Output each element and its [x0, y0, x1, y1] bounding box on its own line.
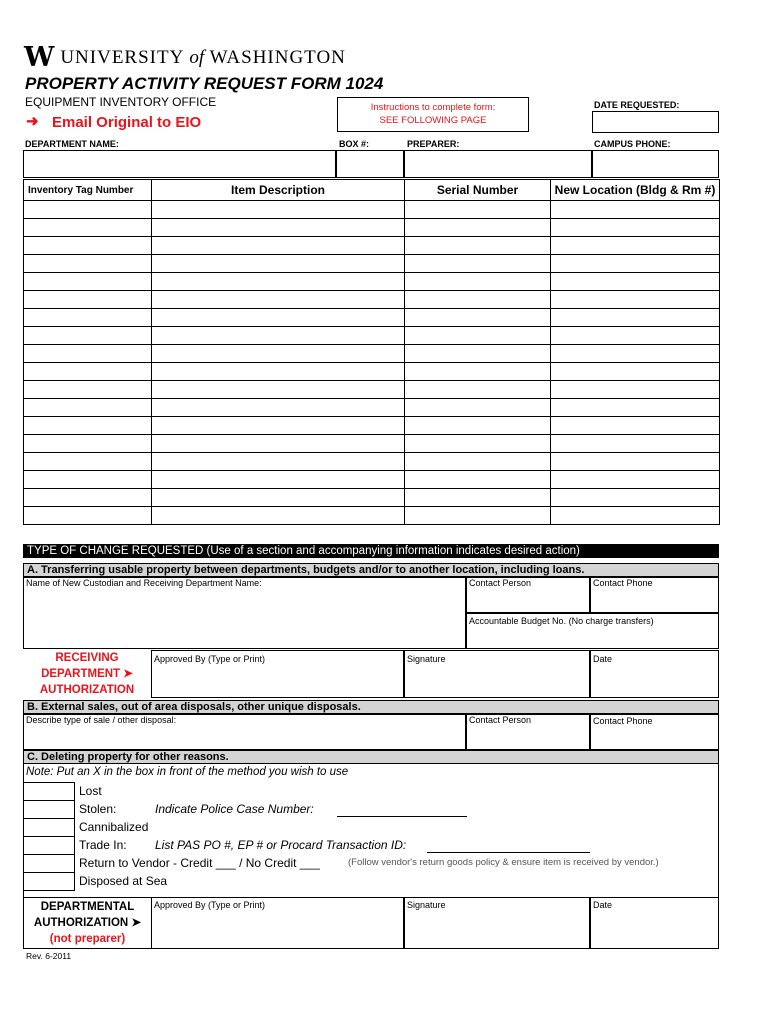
table-cell-description[interactable] [152, 399, 405, 417]
approved-by-field-c[interactable] [151, 897, 404, 949]
table-cell-tag[interactable] [24, 237, 152, 255]
table-cell-serial[interactable] [405, 435, 551, 453]
table-cell-tag[interactable] [24, 381, 152, 399]
option-disposed-at-sea: Disposed at Sea [79, 874, 168, 888]
table-cell-tag[interactable] [24, 345, 152, 363]
department-name-field[interactable] [23, 150, 336, 178]
option-stolen: Stolen: [79, 802, 117, 816]
table-cell-location[interactable] [551, 399, 720, 417]
table-row [24, 309, 720, 327]
table-cell-location[interactable] [551, 201, 720, 219]
date-field-a[interactable] [590, 650, 719, 698]
date-field-c[interactable] [590, 897, 719, 949]
table-row [24, 471, 720, 489]
table-cell-description[interactable] [152, 237, 405, 255]
uw-logo-letter: W [24, 42, 53, 73]
table-cell-location[interactable] [551, 363, 720, 381]
table-row [24, 381, 720, 399]
table-cell-location[interactable] [551, 381, 720, 399]
table-cell-tag[interactable] [24, 417, 152, 435]
option-stolen-hint: Indicate Police Case Number: [155, 802, 314, 816]
table-cell-description[interactable] [152, 435, 405, 453]
contact-phone-field-a[interactable] [590, 577, 719, 613]
table-cell-location[interactable] [551, 453, 720, 471]
table-cell-serial[interactable] [405, 363, 551, 381]
contact-phone-label-a: Contact Phone [593, 578, 653, 588]
checkbox-stolen[interactable] [24, 801, 74, 819]
preparer-field[interactable] [404, 150, 592, 178]
table-cell-serial[interactable] [405, 381, 551, 399]
campus-phone-label: CAMPUS PHONE: [594, 139, 671, 149]
approved-by-label-a: Approved By (Type or Print) [154, 654, 266, 664]
box-number-field[interactable] [336, 150, 404, 178]
table-cell-serial[interactable] [405, 471, 551, 489]
column-header-new-location: New Location (Bldg & Rm #) [551, 180, 720, 201]
table-cell-location[interactable] [551, 273, 720, 291]
table-row [24, 489, 720, 507]
table-cell-description[interactable] [152, 381, 405, 399]
table-cell-serial[interactable] [405, 345, 551, 363]
table-row [24, 237, 720, 255]
table-cell-tag[interactable] [24, 435, 152, 453]
section-b-title: B. External sales, out of area disposals, other unique disposals. [23, 700, 719, 714]
table-cell-tag[interactable] [24, 219, 152, 237]
table-cell-tag[interactable] [24, 489, 152, 507]
table-cell-location[interactable] [551, 435, 720, 453]
table-cell-serial[interactable] [405, 327, 551, 345]
option-trade-in: Trade In: [79, 838, 127, 852]
inventory-table [23, 179, 720, 525]
table-row [24, 255, 720, 273]
date-label-c: Date [593, 900, 613, 910]
checkbox-trade-in[interactable] [24, 837, 74, 855]
form-title: PROPERTY ACTIVITY REQUEST FORM 1024 [25, 74, 384, 93]
revision-label: Rev. 6-2011 [26, 951, 72, 961]
table-cell-description[interactable] [152, 327, 405, 345]
checkbox-disposed-at-sea[interactable] [24, 873, 74, 890]
section-a-title: A. Transferring usable property between departments, budgets and/or to another location, including loans. [23, 563, 719, 577]
table-cell-description[interactable] [152, 471, 405, 489]
custodian-field[interactable] [23, 577, 466, 649]
contact-person-field-a[interactable] [466, 577, 590, 613]
table-cell-location[interactable] [551, 291, 720, 309]
table-cell-location[interactable] [551, 309, 720, 327]
table-row [24, 435, 720, 453]
table-cell-serial[interactable] [405, 219, 551, 237]
contact-person-field-b[interactable] [466, 714, 590, 750]
column-header-inventory-tag: Inventory Tag Number [24, 180, 152, 201]
describe-sale-label: Describe type of sale / other disposal: [26, 715, 177, 725]
chevron-right-icon: ➤ [123, 668, 133, 680]
option-lost: Lost [79, 784, 102, 798]
transaction-id-line[interactable] [427, 852, 590, 853]
contact-phone-label-b: Contact Phone [593, 716, 653, 726]
table-header-row [24, 180, 720, 201]
table-cell-location[interactable] [551, 219, 720, 237]
table-cell-description[interactable] [152, 273, 405, 291]
table-row [24, 363, 720, 381]
option-return-vendor: Return to Vendor - Credit ___ / No Credit ___ [79, 856, 320, 870]
table-cell-location[interactable] [551, 417, 720, 435]
date-requested-label: DATE REQUESTED: [594, 100, 680, 110]
date-label-a: Date [593, 654, 613, 664]
chevron-right-icon: ➤ [131, 917, 142, 929]
table-cell-description[interactable] [152, 345, 405, 363]
section-c-note: Note: Put an X in the box in front of the method you wish to use [26, 766, 349, 778]
department-name-label: DEPARTMENT NAME: [25, 139, 119, 149]
table-cell-serial[interactable] [405, 399, 551, 417]
table-row [24, 345, 720, 363]
contact-person-label-a: Contact Person [469, 578, 532, 588]
table-cell-tag[interactable] [24, 255, 152, 273]
table-row [24, 291, 720, 309]
checkbox-cannibalized[interactable] [24, 819, 74, 837]
table-cell-description[interactable] [152, 489, 405, 507]
table-cell-description[interactable] [152, 507, 405, 525]
departmental-authorization-label: DEPARTMENTAL AUTHORIZATION ➤ (not preparer) [23, 897, 151, 949]
describe-sale-field[interactable] [23, 714, 466, 750]
checkbox-return-vendor[interactable] [24, 855, 74, 873]
table-row [24, 201, 720, 219]
receiving-authorization-label: RECEIVING DEPARTMENT ➤ AUTHORIZATION [39, 652, 135, 696]
table-cell-serial[interactable] [405, 201, 551, 219]
table-cell-description[interactable] [152, 201, 405, 219]
box-label: BOX #: [339, 139, 370, 149]
instructions-line-1: Instructions to complete form: [370, 102, 496, 113]
date-requested-field[interactable] [592, 111, 719, 133]
signature-label-a: Signature [407, 654, 446, 664]
table-cell-tag[interactable] [24, 399, 152, 417]
table-cell-tag[interactable] [24, 291, 152, 309]
approved-by-label-c: Approved By (Type or Print) [154, 900, 266, 910]
university-logo [24, 42, 346, 73]
contact-phone-field-b[interactable] [590, 714, 719, 750]
table-cell-description[interactable] [152, 309, 405, 327]
table-cell-serial[interactable] [405, 309, 551, 327]
table-cell-description[interactable] [152, 363, 405, 381]
option-cannibalized: Cannibalized [79, 820, 149, 834]
table-cell-tag[interactable] [24, 309, 152, 327]
column-header-item-description: Item Description [152, 180, 405, 201]
type-of-change-heading: TYPE OF CHANGE REQUESTED (Use of a section and accompanying information indicates desired action) [23, 544, 719, 558]
table-cell-serial[interactable] [405, 255, 551, 273]
preparer-label: PREPARER: [407, 139, 460, 149]
table-cell-description[interactable] [152, 255, 405, 273]
right-arrow-icon: ➜ [26, 113, 39, 130]
table-cell-location[interactable] [551, 489, 720, 507]
table-row [24, 399, 720, 417]
table-cell-serial[interactable] [405, 507, 551, 525]
table-cell-description[interactable] [152, 291, 405, 309]
table-cell-serial[interactable] [405, 237, 551, 255]
table-cell-location[interactable] [551, 471, 720, 489]
table-cell-tag[interactable] [24, 327, 152, 345]
table-cell-location[interactable] [551, 237, 720, 255]
campus-phone-field[interactable] [592, 150, 719, 178]
table-cell-serial[interactable] [405, 273, 551, 291]
table-cell-tag[interactable] [24, 201, 152, 219]
table-cell-tag[interactable] [24, 363, 152, 381]
table-cell-serial[interactable] [405, 453, 551, 471]
table-cell-tag[interactable] [24, 273, 152, 291]
approved-by-field-a[interactable] [151, 650, 404, 698]
signature-field-a[interactable] [404, 650, 590, 698]
table-cell-description[interactable] [152, 417, 405, 435]
table-cell-tag[interactable] [24, 507, 152, 525]
police-case-number-line[interactable] [337, 816, 467, 817]
signature-field-c[interactable] [404, 897, 590, 949]
office-name: EQUIPMENT INVENTORY OFFICE [25, 95, 217, 109]
table-cell-location[interactable] [551, 327, 720, 345]
table-row [24, 219, 720, 237]
table-cell-serial[interactable] [405, 291, 551, 309]
checkbox-lost[interactable] [24, 783, 74, 801]
instructions-line-2: SEE FOLLOWING PAGE [379, 115, 487, 126]
column-header-serial-number: Serial Number [405, 180, 551, 201]
table-row [24, 327, 720, 345]
option-trade-in-hint: List PAS PO #, EP # or Procard Transaction ID: [155, 838, 407, 852]
budget-field[interactable] [466, 613, 719, 649]
instructions-box [337, 97, 529, 132]
custodian-label: Name of New Custodian and Receiving Department Name: [26, 578, 262, 588]
option-return-vendor-hint: (Follow vendor's return goods policy & ensure item is received by vendor.) [348, 857, 659, 868]
table-cell-location[interactable] [551, 507, 720, 525]
university-name: UNIVERSITY of WASHINGTON [60, 47, 346, 68]
table-cell-tag[interactable] [24, 453, 152, 471]
table-row [24, 273, 720, 291]
budget-label: Accountable Budget No. (No charge transfers) [469, 616, 654, 626]
contact-person-label-b: Contact Person [469, 715, 532, 725]
table-cell-serial[interactable] [405, 417, 551, 435]
signature-label-c: Signature [407, 900, 446, 910]
section-c-title: C. Deleting property for other reasons. [23, 750, 719, 764]
table-cell-location[interactable] [551, 345, 720, 363]
table-cell-description[interactable] [152, 219, 405, 237]
table-cell-location[interactable] [551, 255, 720, 273]
table-row [24, 507, 720, 525]
email-instruction: Email Original to EIO [52, 114, 202, 131]
table-cell-serial[interactable] [405, 489, 551, 507]
table-cell-description[interactable] [152, 453, 405, 471]
table-row [24, 453, 720, 471]
method-checkbox-column [23, 782, 75, 891]
table-row [24, 417, 720, 435]
table-cell-tag[interactable] [24, 471, 152, 489]
